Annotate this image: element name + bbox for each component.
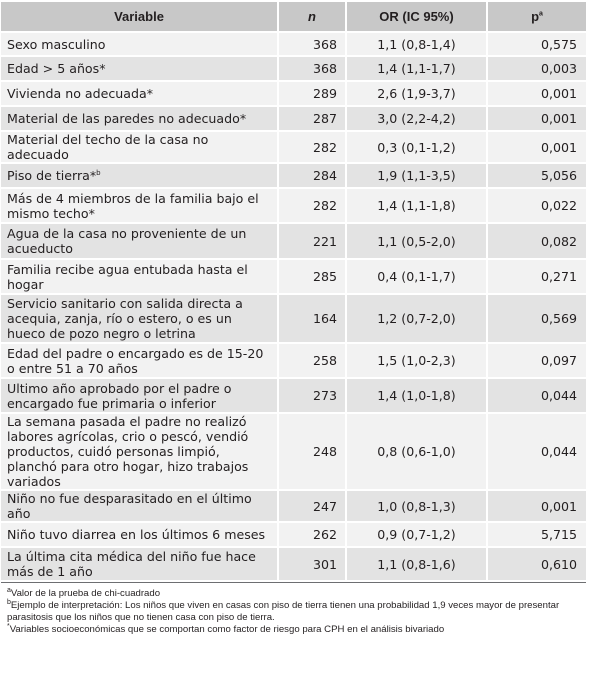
cell-variable: [1, 131, 278, 163]
header-p-label: p: [531, 9, 540, 24]
table-row: [1, 223, 586, 259]
cell-or: 0,4 (0,1-1,7): [346, 259, 487, 294]
cell-or: 1,1 (0,5-2,0): [346, 223, 487, 259]
cell-n: 221: [278, 223, 346, 259]
table-row: [1, 106, 586, 131]
table-header-row: [1, 2, 586, 32]
cell-or: 1,1 (0,8-1,6): [346, 547, 487, 581]
table-row: [1, 547, 586, 581]
header-p: [487, 2, 586, 32]
cell-p: 0,001: [487, 490, 586, 522]
cell-p: 0,097: [487, 343, 586, 378]
cell-or: 0,8 (0,6-1,0): [346, 413, 487, 490]
cell-variable: [1, 522, 278, 547]
footnote: [7, 600, 580, 624]
variable-text: La última cita médica del niño fue hace más de 1 año: [7, 549, 256, 579]
cell-variable: [1, 223, 278, 259]
header-variable: Variable: [1, 2, 278, 32]
footnote-mark: b: [7, 598, 11, 606]
cell-n: 287: [278, 106, 346, 131]
cell-p: 0,044: [487, 413, 586, 490]
cell-n: 258: [278, 343, 346, 378]
cell-or: 3,0 (2,2-4,2): [346, 106, 487, 131]
cell-or: 1,9 (1,1-3,5): [346, 163, 487, 188]
footnote-text: Variables socioeconómicas que se comportan como factor de riesgo para CPH en el análisis bivariado: [9, 624, 445, 635]
cell-p: 0,003: [487, 56, 586, 81]
cell-n: 368: [278, 32, 346, 56]
cell-or: 1,1 (0,8-1,4): [346, 32, 487, 56]
risk-factors-table: [1, 2, 586, 582]
cell-p: 0,271: [487, 259, 586, 294]
variable-text: Vivienda no adecuada*: [7, 86, 154, 101]
cell-p: 0,569: [487, 294, 586, 343]
table-row: [1, 294, 586, 343]
cell-or: 1,5 (1,0-2,3): [346, 343, 487, 378]
cell-p: 0,001: [487, 106, 586, 131]
cell-variable: [1, 294, 278, 343]
cell-or: 0,3 (0,1-1,2): [346, 131, 487, 163]
cell-p: 0,001: [487, 131, 586, 163]
cell-n: 164: [278, 294, 346, 343]
cell-n: 247: [278, 490, 346, 522]
table-row: [1, 413, 586, 490]
table-row: [1, 131, 586, 163]
variable-text: La semana pasada el padre no realizó labores agrícolas, crio o pescó, vendió productos, cuidó personas limpió, planchó para otro hogar, hizo trabajos variados: [7, 414, 249, 489]
cell-variable: [1, 56, 278, 81]
footnote-text: Ejemplo de interpretación: Los niños que viven en casas con piso de tierra tienen una probabilidad 1,9 veces mayor de presentar parasitosis que los niños que no tienen casa con piso de tierra.: [7, 600, 562, 623]
table-row: [1, 490, 586, 522]
cell-n: 285: [278, 259, 346, 294]
cell-variable: [1, 81, 278, 106]
variable-text: Sexo masculino: [7, 36, 106, 52]
cell-or: 1,4 (1,1-1,8): [346, 188, 487, 223]
footnote: [7, 588, 580, 600]
cell-variable: [1, 490, 278, 522]
cell-p: 0,575: [487, 32, 586, 56]
cell-n: 289: [278, 81, 346, 106]
cell-or: 2,6 (1,9-3,7): [346, 81, 487, 106]
variable-text: Material de las paredes no adecuado*: [7, 111, 247, 126]
header-n: n: [278, 2, 346, 32]
table-row: [1, 32, 586, 56]
cell-n: 368: [278, 56, 346, 81]
footnote-mark: *: [7, 622, 10, 630]
variable-superscript: b: [96, 168, 101, 177]
table-row: [1, 259, 586, 294]
table-footnotes: [1, 582, 586, 636]
cell-or: 1,0 (0,8-1,3): [346, 490, 487, 522]
table-row: [1, 522, 586, 547]
cell-variable: [1, 343, 278, 378]
table-body: [1, 32, 586, 581]
cell-p: 0,022: [487, 188, 586, 223]
table-row: [1, 81, 586, 106]
table-row: [1, 378, 586, 413]
variable-text: Edad del padre o encargado es de 15-20 o entre 51 a 70 años: [7, 345, 264, 376]
cell-p: 0,610: [487, 547, 586, 581]
cell-variable: [1, 106, 278, 131]
footnote-mark: a: [7, 586, 11, 594]
cell-variable: [1, 413, 278, 490]
variable-text: Edad > 5 años*: [7, 61, 106, 76]
cell-p: 0,082: [487, 223, 586, 259]
cell-n: 262: [278, 522, 346, 547]
variable-text: Niño no fue desparasitado en el último año: [7, 491, 252, 521]
variable-text: Piso de tierra*: [7, 168, 97, 183]
footnote: [7, 624, 580, 636]
cell-p: 5,715: [487, 522, 586, 547]
cell-n: 248: [278, 413, 346, 490]
cell-n: 273: [278, 378, 346, 413]
cell-p: 5,056: [487, 163, 586, 188]
cell-or: 1,4 (1,1-1,7): [346, 56, 487, 81]
table-row: [1, 188, 586, 223]
cell-n: 284: [278, 163, 346, 188]
table-row: [1, 56, 586, 81]
cell-n: 282: [278, 188, 346, 223]
footnote-text: Valor de la prueba de chi-cuadrado: [10, 588, 161, 599]
cell-variable: [1, 547, 278, 581]
table-container: [1, 2, 586, 636]
variable-text: Más de 4 miembros de la familia bajo el mismo techo*: [7, 190, 259, 221]
cell-or: 0,9 (0,7-1,2): [346, 522, 487, 547]
header-p-superscript: a: [539, 10, 543, 18]
variable-text: Material del techo de la casa no adecuado: [7, 132, 209, 162]
cell-variable: [1, 259, 278, 294]
variable-text: Servicio sanitario con salida directa a acequia, zanja, río o estero, o es un hueco de pozo negro o letrina: [7, 296, 243, 341]
cell-p: 0,044: [487, 378, 586, 413]
variable-text: Ultimo año aprobado por el padre o encargado fue primaria o inferior: [7, 380, 232, 411]
cell-p: 0,001: [487, 81, 586, 106]
cell-variable: [1, 378, 278, 413]
cell-variable: [1, 163, 278, 188]
variable-text: Niño tuvo diarrea en los últimos 6 meses: [7, 527, 266, 542]
variable-text: Agua de la casa no proveniente de un acueducto: [7, 226, 247, 256]
cell-or: 1,4 (1,0-1,8): [346, 378, 487, 413]
cell-variable: [1, 32, 278, 56]
cell-variable: [1, 188, 278, 223]
cell-n: 282: [278, 131, 346, 163]
header-or: OR (IC 95%): [346, 2, 487, 32]
cell-n: 301: [278, 547, 346, 581]
table-row: [1, 163, 586, 188]
cell-or: 1,2 (0,7-2,0): [346, 294, 487, 343]
variable-text: Familia recibe agua entubada hasta el hogar: [7, 261, 248, 292]
table-row: [1, 343, 586, 378]
